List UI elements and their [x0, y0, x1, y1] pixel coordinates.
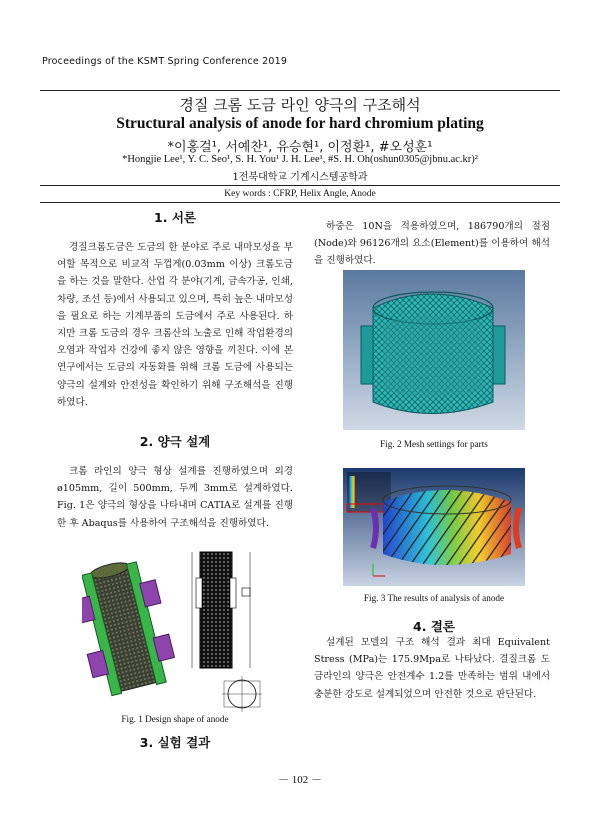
section-3-body: 하중은 10N을 적용하였으며, 186790개의 절점(Node)와 96126개의 요소(Element)를 이용하여 해석을 진행하였다.	[314, 221, 550, 267]
figure-2-caption: Fig. 2 Mesh settings for parts	[380, 439, 488, 449]
keywords: Key words : CFRP, Helix Angle, Anode	[224, 189, 376, 199]
section-3-title: 3. 실험 결과	[139, 735, 211, 750]
figure-1-caption: Fig. 1 Design shape of anode	[121, 714, 229, 724]
running-header: Proceedings of the KSMT Spring Conference 2019	[42, 56, 288, 67]
section-4-body: 설계된 모델의 구조 해석 결과 최대 Equivalent Stress (MPa)는 175.9Mpa로 나타났다. 결질크롬 도금라인의 양극은 안전계수 1.2를 만족하는 범위 내에서 충분한 강도로 설계되었으며 안전한 것으로 판단된다.	[314, 637, 550, 700]
figure-3-caption: Fig. 3 The results of analysis of anode	[363, 593, 505, 603]
title-english: Structural analysis of anode for hard chromium plating	[116, 115, 484, 132]
authors-korean: *이홍걸¹, 서예찬¹, 유승현¹, 이정환¹, #오성훈¹	[167, 140, 433, 155]
page-number: － 102 －	[278, 774, 322, 786]
title-korean: 경질 크롬 도금 라인 양극의 구조해석	[179, 96, 421, 114]
authors-english: *Hongjie Lee¹, Y. C. Seo¹, S. H. You¹ J. H. Lee¹, #S. H. Oh(oshun0305@jbnu.ac.kr)²	[122, 154, 478, 165]
figure-3-analysis-image	[343, 468, 525, 586]
figure-1-anode-design	[82, 548, 282, 713]
section-4-title: 4. 결론	[413, 619, 455, 634]
figure-2-mesh-image	[343, 270, 525, 430]
affiliation: 1전북대학교 기계시스템공학과	[232, 172, 368, 183]
header-rule	[40, 90, 560, 91]
section-1-title: 1. 서론	[154, 210, 196, 225]
keywords-rule-bottom	[40, 202, 560, 203]
section-2-title: 2. 양극 설계	[139, 434, 211, 449]
section-1-body: 경질크롬도금은 도금의 한 분야로 주로 내마모성을 부여할 목적으로 비교적 두껍게(0.03mm 이상) 크롬도금을 하는 것을 말한다. 산업 각 분야(기계, 금속가공, 인쇄, 차량, 조선 등)에서 사용되고 있으며, 특히 높은 내마모성을 필요로 하는 기계부품의 도금에서 주로 사용된다. 하지만 크롬 도금의 경우 크롬산의 노출로 인해 작업환경의 오염과 작업자 건강에 좋지 않은 영향을 끼친다. 이에 본 연구에서는 도금의 자동화를 위해 크롬 도금에 사용되는 양극의 설계와 안전성을 확인하기 위해 구조해석을 진행하였다.	[57, 242, 293, 408]
keywords-rule-top	[40, 185, 560, 186]
section-2-body: 크롬 라인의 양극 형상 설계를 진행하였으며 외경 ø105mm, 길이 500mm, 두께 3mm로 설계하였다. Fig. 1은 양극의 형상을 나타내며 CATIA로 설계를 진행한 후 Abaqus를 사용하여 구조해석을 진행하였다.	[57, 466, 293, 529]
